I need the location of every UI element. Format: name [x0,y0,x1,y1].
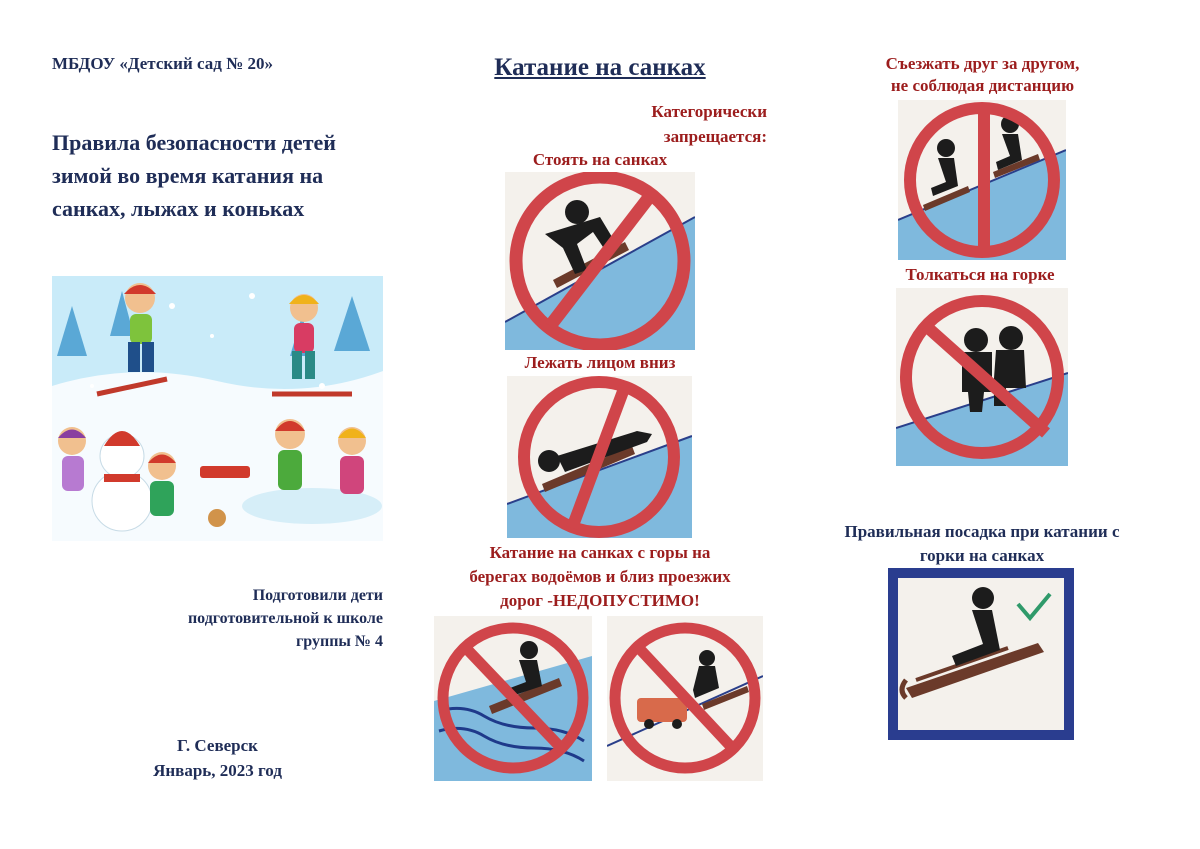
prepared-line: подготовительной к школе [187,610,383,627]
caption-correct-posture [812,520,1152,568]
one-after-another-drawing [898,100,1066,260]
pushing-drawing [896,288,1068,466]
water-line: дорог - [500,591,553,610]
prepared-by [120,584,383,653]
forbidden-line: запрещается: [663,127,767,146]
date: Январь, 2023 год [153,761,282,780]
stand-on-sled-drawing [505,172,695,350]
water-line: берегах водоёмов и близ проезжих [469,567,731,586]
winter-illustration [52,276,383,541]
caption-water-roads [440,541,760,613]
forbidden-line: Категорически [651,102,767,121]
road-car-drawing [607,616,763,781]
chain-line: не соблюдая дистанцию [890,76,1075,95]
caption-pushing: Толкаться на горке [905,265,1055,284]
lie-face-down-drawing [507,376,692,538]
footer [120,733,315,783]
water-bank-drawing [434,616,592,781]
section-title: Катание на санках [494,54,706,81]
correct-posture-drawing [888,568,1074,740]
city: Г. Северск [177,736,258,755]
caption-lie-face-down: Лежать лицом вниз [524,353,676,372]
main-title [52,126,412,225]
org-name: МБДОУ «Детский сад № 20» [52,54,273,73]
caption-stand-on-sled: Стоять на санках [532,150,668,169]
title-line: Правила безопасности детей [52,130,336,155]
correct-line: горки на санках [919,546,1045,565]
title-line: санках, лыжах и коньках [52,196,305,221]
prepared-line: группы № 4 [296,633,383,650]
caption-one-after-another [845,53,1120,97]
forbidden-heading [600,99,767,149]
not-allowed-emphasis: НЕДОПУСТИМО! [552,591,700,610]
chain-line: Съезжать друг за другом, [885,54,1080,73]
correct-line: Правильная посадка при катании с [844,522,1120,541]
title-line: зимой во время катания на [52,163,324,188]
water-line: Катание на санках с горы на [489,543,711,562]
prepared-line: Подготовили дети [252,587,383,604]
